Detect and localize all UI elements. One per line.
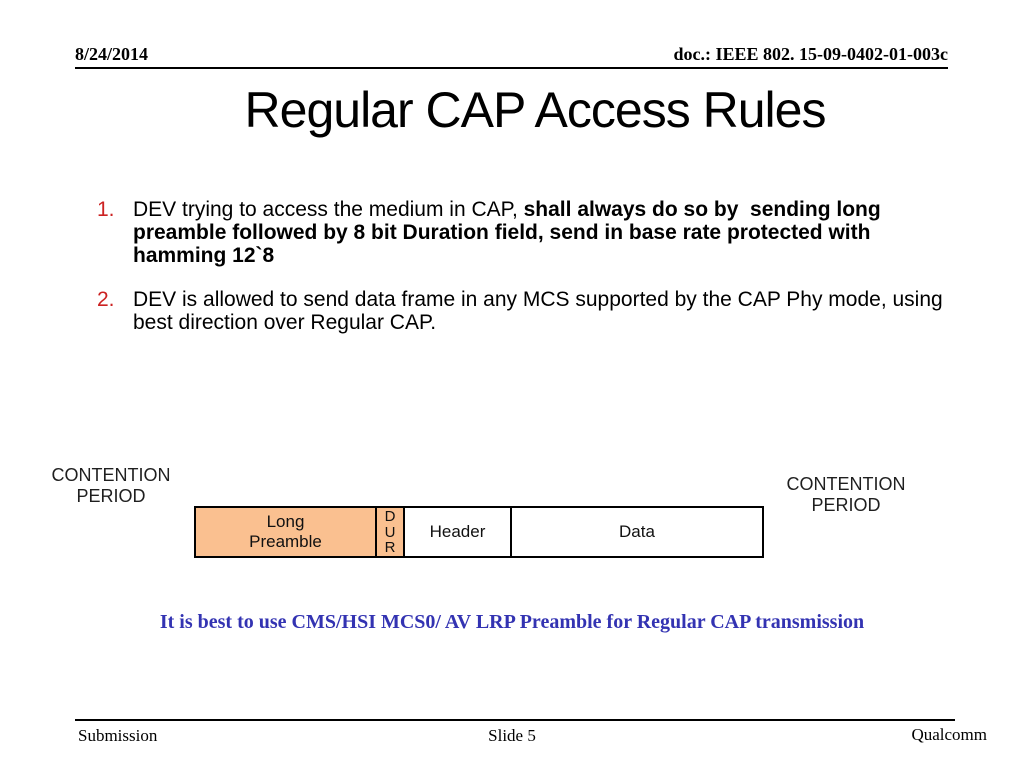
header-segment-label: Header [429, 522, 486, 541]
segment-long-preamble [196, 508, 377, 556]
recommendation-note: It is best to use CMS/HSI MCS0/ AV LRP Preamble for Regular CAP transmission [159, 611, 865, 633]
dur-letter-d: D [384, 508, 396, 525]
list-item-text [133, 198, 951, 267]
page-title: Regular CAP Access Rules [244, 82, 826, 138]
footer-submission: Submission [78, 726, 158, 745]
list-item [97, 198, 951, 267]
contention-period-right-line1: CONTENTION [786, 474, 906, 494]
list-item-text-normal: DEV is allowed to send data frame in any MCS supported by the CAP Phy mode, using best direction over Regular CAP. [133, 288, 949, 334]
dur-letter-u: U [384, 523, 396, 541]
header-doc-number: doc.: IEEE 802. 15-09-0402-01-003c [673, 44, 948, 64]
list-item-text [133, 288, 951, 334]
footer-divider [75, 719, 955, 721]
contention-period-label-left [43, 465, 179, 507]
footer-slide-number: Slide 5 [488, 726, 536, 745]
contention-period-right-line2: PERIOD [811, 495, 881, 515]
list-item-number: 2. [97, 288, 115, 311]
list-item [97, 288, 951, 334]
contention-period-left-line1: CONTENTION [51, 465, 171, 485]
contention-period-label-right [778, 474, 914, 516]
data-segment-label: Data [619, 522, 655, 541]
list-item-text-normal: DEV trying to access the medium in CAP, [133, 198, 524, 221]
numbered-list [97, 198, 951, 355]
dur-letter-r: R [384, 539, 396, 556]
list-item-number: 1. [97, 198, 115, 221]
list-item-text-bold: shall always do so by sending long preamble followed by 8 bit Duration field, send in base rate protected with hamming 12`8 [133, 198, 887, 267]
long-preamble-line1: Long [266, 512, 305, 531]
footer-qualcomm: Qualcomm [911, 725, 987, 744]
header-date: 8/24/2014 [75, 44, 149, 64]
segment-header [405, 508, 512, 556]
segment-duration [377, 508, 405, 556]
contention-period-left-line2: PERIOD [76, 486, 146, 506]
long-preamble-line2: Preamble [249, 532, 322, 551]
frame-structure-bar [194, 506, 764, 558]
header-divider [75, 67, 948, 69]
segment-data [512, 508, 762, 556]
